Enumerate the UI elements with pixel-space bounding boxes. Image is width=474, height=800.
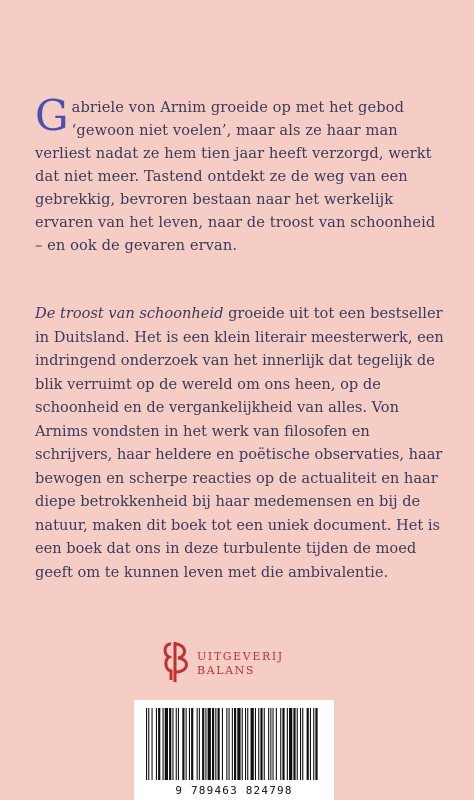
publisher-logo: [162, 638, 312, 684]
barcode-bar: [202, 708, 204, 780]
barcode-bar: [222, 708, 223, 780]
barcode-bar: [226, 708, 227, 780]
barcode-bar: [251, 708, 254, 780]
barcode-bar: [229, 708, 230, 780]
blurb-paragraph-1: [35, 91, 445, 257]
barcode-bar: [218, 708, 220, 780]
barcode-bar: [208, 708, 211, 780]
barcode-bar: [176, 708, 177, 780]
blurb-paragraph-1-text: abriele von Arnim groeide op met het gebod ‘gewoon niet voelen’, maar als ze haar man verliest nadat ze hem tien jaar heeft verzorgd, werkt dat niet meer. Tastend ontdekt ze de weg van een gebrekkig, bevroren bestaan naar het werkelijk ervaren van het leven, naar de troost van schoonheid – en ook de gevaren ervan.: [35, 99, 436, 254]
barcode-bar: [165, 708, 168, 780]
barcode-bar: [191, 708, 193, 780]
barcode-bar: [273, 708, 274, 780]
barcode-bar: [247, 708, 248, 780]
barcode-bar: [307, 708, 309, 780]
barcode-bar: [260, 708, 262, 780]
barcode-bar: [280, 708, 281, 780]
barcode-panel: [134, 700, 334, 800]
barcode-bar: [158, 708, 160, 780]
drop-cap: G: [35, 91, 69, 140]
barcode-bar: [293, 708, 295, 780]
barcode-bar: [300, 708, 301, 780]
publisher-line-1: UITGEVERIJ: [197, 650, 284, 663]
barcode-bar: [270, 708, 271, 780]
barcode-bar: [215, 708, 216, 780]
balans-logo-icon: [162, 638, 192, 684]
barcode-bar: [186, 708, 187, 780]
barcode-bar: [169, 708, 171, 780]
barcode-bar: [310, 708, 311, 780]
barcode-bar: [182, 708, 184, 780]
barcode-bar: [268, 708, 269, 780]
barcode-bar: [234, 708, 236, 780]
barcode-bar: [146, 708, 147, 780]
blurb-paragraph-2: [35, 302, 447, 584]
barcode-bar: [313, 708, 314, 780]
barcode-bar: [258, 708, 259, 780]
publisher-name: [197, 650, 284, 678]
barcode-bar: [205, 708, 206, 780]
barcode-bar: [172, 708, 173, 780]
book-title-italic: De troost van schoonheid: [35, 305, 224, 322]
barcode-bar: [197, 708, 198, 780]
barcode-bar: [245, 708, 246, 780]
blurb-paragraph-2-text: groeide uit tot een bestseller in Duitsland. Het is een klein literair meesterwerk, een indringend onderzoek van het innerlijk dat tegelijk de blik verruimt op de wereld om ons heen, op de schoonheid en de vergankelijkheid van alles. Von Arnims vondsten in het werk van filosofen en schrijvers, haar heldere en poëtische observaties, haar bewogen en scherpe reacties op de actualiteit en haar diepe betrokkenheid bij haar medemensen en bij de natuur, maken dit boek tot een uniek document. Het is een boek dat ons in deze turbulente tijden de moed geeft om te kunnen leven met die ambivalentie.: [35, 305, 444, 581]
barcode-bar: [289, 708, 292, 780]
barcode-bar: [148, 708, 149, 780]
barcode-bar: [276, 708, 277, 780]
barcode-bar: [302, 708, 303, 780]
publisher-line-2: BALANS: [197, 664, 256, 677]
isbn-number: 9 789463 824798: [175, 784, 293, 797]
barcode-bar: [297, 708, 298, 780]
barcode-bar: [232, 708, 233, 780]
barcode-bar: [282, 708, 284, 780]
barcode-bar: [189, 708, 190, 780]
barcode-bar: [315, 708, 317, 780]
barcode-bar: [163, 708, 164, 780]
barcode-bar: [237, 708, 240, 780]
barcode-bar: [152, 708, 153, 780]
barcode-bar: [178, 708, 179, 780]
barcode-bar: [156, 708, 157, 780]
barcode-graphic: [144, 708, 324, 782]
barcode-bar: [255, 708, 256, 780]
barcode-bar: [242, 708, 243, 780]
barcode-bar: [264, 708, 265, 780]
barcode-bar: [199, 708, 200, 780]
barcode-bar: [287, 708, 288, 780]
barcode-bar: [212, 708, 214, 780]
